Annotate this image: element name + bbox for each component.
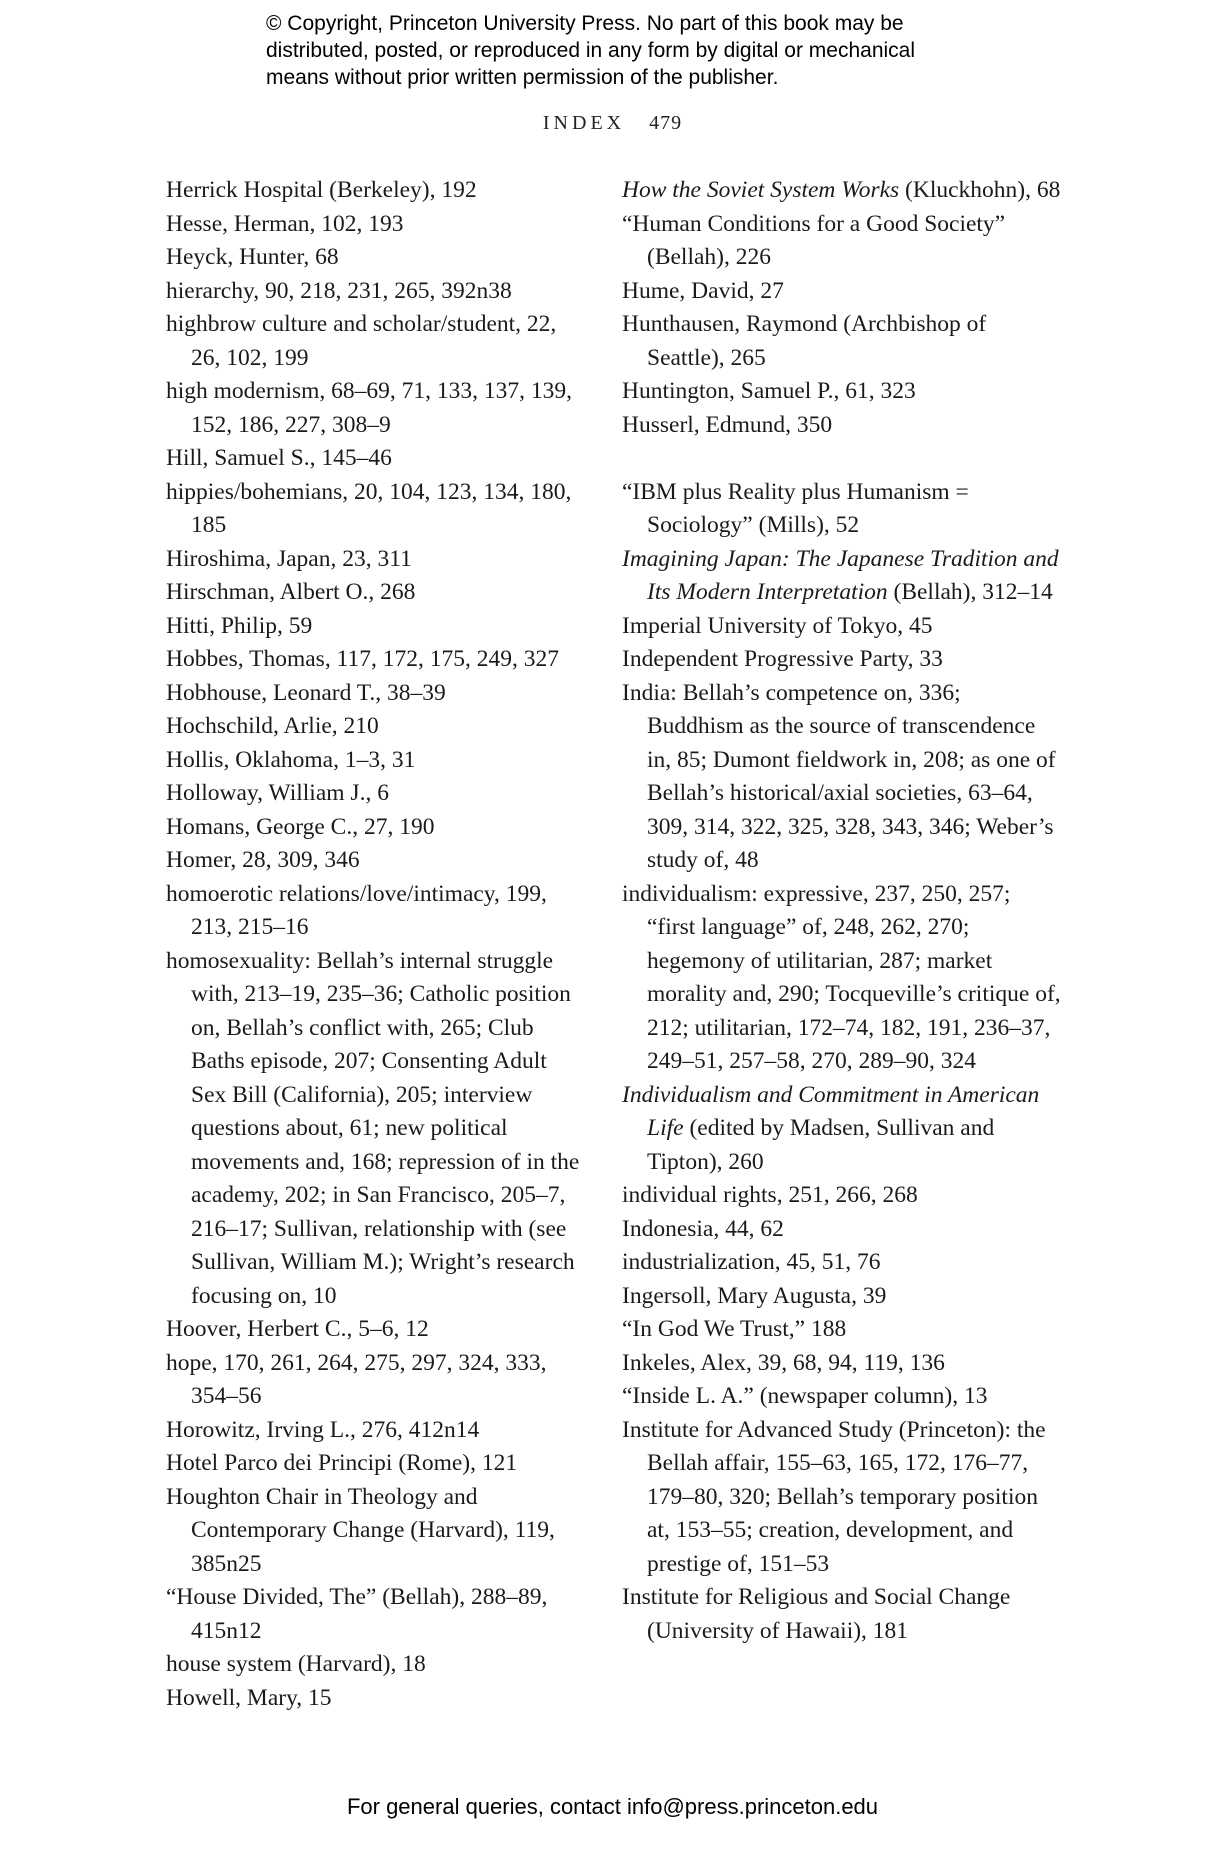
index-entry-text: “In God We Trust,” 188 [622, 1316, 847, 1342]
index-entry-text: “Inside L. A.” (newspaper column), 13 [622, 1383, 988, 1409]
index-entry-text: Inkeles, Alex, 39, 68, 94, 119, 136 [622, 1349, 945, 1376]
index-entry-text: Hoover, Herbert C., 5–6, 12 [166, 1316, 429, 1342]
footer-contact: For general queries, contact info@press.princeton.edu [346, 1794, 879, 1819]
index-entry [622, 643, 1062, 677]
index-entry [166, 1414, 586, 1448]
index-entry [622, 1347, 1062, 1381]
index-entry [622, 1414, 1062, 1582]
index-entry [622, 1280, 1062, 1314]
index-entry [166, 844, 586, 878]
index-entry [622, 677, 1062, 878]
index-entry-text: Imperial University of Tokyo, 45 [622, 612, 933, 639]
index-entry-text: (Kluckhohn), 68 [899, 177, 1061, 203]
index-entry [166, 710, 586, 744]
page-number: 479 [649, 112, 683, 134]
index-entry [166, 1648, 586, 1682]
index-entry-text: Hotel Parco dei Principi (Rome), 121 [166, 1450, 518, 1476]
index-entry-text: Herrick Hospital (Berkeley), 192 [166, 177, 477, 203]
index-entry-text: Hobhouse, Leonard T., 38–39 [166, 679, 446, 706]
copyright-notice: © Copyright, Princeton University Press. No part of this book may be distributed, posted, or reproduced in any form by digital or mechanical means without prior written permission of the publisher. [266, 12, 916, 89]
index-entry-text: Huntington, Samuel P., 61, 323 [622, 378, 916, 404]
index-entry-text: Hume, David, 27 [622, 277, 784, 304]
index-entry [622, 1213, 1062, 1247]
index-entry [166, 1581, 586, 1648]
index-entry [166, 777, 586, 811]
index-entry [622, 308, 1062, 375]
index-entry-text: Hill, Samuel S., 145–46 [166, 445, 392, 471]
index-entry [166, 275, 586, 309]
index-entry [166, 208, 586, 242]
index-entry [166, 442, 586, 476]
index-entry-text: Hochschild, Arlie, 210 [166, 713, 379, 739]
index-entry [622, 208, 1062, 275]
index-entry-text: (edited by Madsen, Sullivan and Tipton), 260 [647, 1115, 995, 1175]
index-entry [622, 1313, 1062, 1347]
index-entry-text: Hollis, Oklahoma, 1–3, 31 [166, 746, 416, 773]
index-entry [166, 811, 586, 845]
index-entry-text: industrialization, 45, 51, 76 [622, 1249, 881, 1275]
index-entry [166, 878, 586, 945]
index-entry [622, 1079, 1062, 1180]
index-entry-text: highbrow culture and scholar/student, 22, 26, 102, 199 [166, 311, 557, 371]
index-column-left [166, 174, 586, 1715]
index-entry-text: Horowitz, Irving L., 276, 412n14 [166, 1416, 480, 1443]
index-entry-text: Homer, 28, 309, 346 [166, 847, 360, 873]
index-entry-text: Indonesia, 44, 62 [622, 1215, 784, 1242]
letter-group-gap [622, 442, 1062, 476]
index-entry [622, 543, 1062, 610]
index-entry [622, 275, 1062, 309]
index-entry [166, 643, 586, 677]
index-entry [166, 576, 586, 610]
index-entry-text: individual rights, 251, 266, 268 [622, 1182, 918, 1208]
index-entry [166, 1682, 586, 1716]
index-entry-text: India: Bellah’s competence on, 336; Buddhism as the source of transcendence in, 85; Dumont fieldwork in, 208; as one of Bellah’s historical/axial societies, 63–64, 309, 314, 322, 325, 328, 343, 346; Weber’s study of, 48 [622, 679, 1056, 873]
index-entry [166, 1313, 586, 1347]
index-entry-text: Institute for Advanced Study (Princeton): the Bellah affair, 155–63, 165, 172, 176–77, 179–80, 320; Bellah’s temporary position at, 153–55; creation, development, and prestige of, 151–53 [622, 1416, 1046, 1577]
index-entry [166, 308, 586, 375]
index-entry-text: Hobbes, Thomas, 117, 172, 175, 249, 327 [166, 646, 559, 672]
index-entry-text: Holloway, William J., 6 [166, 780, 389, 806]
index-entry [166, 945, 586, 1314]
index-entry-text: Hitti, Philip, 59 [166, 612, 313, 639]
index-entry-text: high modernism, 68–69, 71, 133, 137, 139, 152, 186, 227, 308–9 [166, 378, 573, 438]
index-entry-title: Imagining Japan: The Japanese Tradition and Its Modern Interpretation [622, 545, 1059, 605]
index-entry [622, 174, 1062, 208]
index-entry [622, 476, 1062, 543]
index-entry-text: Ingersoll, Mary Augusta, 39 [622, 1282, 887, 1309]
index-entry-text: house system (Harvard), 18 [166, 1651, 426, 1677]
index-entry [166, 174, 586, 208]
running-head-title: INDEX [542, 112, 626, 134]
index-entry-text: “Human Conditions for a Good Society” (Bellah), 226 [622, 210, 1006, 270]
index-entry [166, 241, 586, 275]
index-entry [166, 1447, 586, 1481]
index-entry-text: Hesse, Herman, 102, 193 [166, 210, 404, 237]
index-entry [166, 677, 586, 711]
index-entry [622, 878, 1062, 1079]
index-column-right [622, 174, 1062, 1648]
index-entry-text: hope, 170, 261, 264, 275, 297, 324, 333, 354–56 [166, 1349, 547, 1409]
index-entry [622, 610, 1062, 644]
index-entry [166, 610, 586, 644]
index-entry [166, 744, 586, 778]
index-entry-text: Howell, Mary, 15 [166, 1684, 332, 1711]
index-entry-text: Heyck, Hunter, 68 [166, 244, 339, 270]
index-entry-title: How the Soviet System Works [622, 177, 900, 203]
index-entry-text: homosexuality: Bellah’s internal struggle with, 213–19, 235–36; Catholic position on, Bellah’s conflict with, 265; Club Baths episode, 207; Consenting Adult Sex Bill (California), 205; interview questions about, 61; new political movements and, 168; repression of in the academy, 202; in San Francisco, 205–7, 216–17; Sullivan, relationship with (see Sullivan, William M.); Wright’s research focusing on, 10 [166, 947, 580, 1309]
index-entry [622, 1179, 1062, 1213]
index-entry-text: homoerotic relations/love/intimacy, 199, 213, 215–16 [166, 880, 547, 940]
index-entry [166, 543, 586, 577]
index-entry-title: Individualism and Commitment in American Life [622, 1081, 1040, 1141]
index-entry [166, 375, 586, 442]
index-entry-text: hippies/bohemians, 20, 104, 123, 134, 180, 185 [166, 478, 572, 538]
index-entry [622, 375, 1062, 409]
index-entry [166, 1347, 586, 1414]
index-entry-text: Hirschman, Albert O., 268 [166, 579, 416, 605]
index-entry [166, 476, 586, 543]
index-entry-text: (Bellah), 312–14 [887, 579, 1053, 605]
index-entry-text: “IBM plus Reality plus Humanism = Sociology” (Mills), 52 [622, 478, 969, 538]
running-head [0, 112, 1225, 135]
index-entry-text: Houghton Chair in Theology and Contemporary Change (Harvard), 119, 385n25 [166, 1483, 555, 1577]
index-entry [622, 409, 1062, 443]
index-entry-text: Institute for Religious and Social Change (University of Hawaii), 181 [622, 1584, 1011, 1644]
index-entry-text: Hiroshima, Japan, 23, 311 [166, 545, 412, 572]
index-entry-text: Husserl, Edmund, 350 [622, 411, 833, 438]
index-entry-text: Hunthausen, Raymond (Archbishop of Seattle), 265 [622, 311, 987, 371]
index-entry-text: Homans, George C., 27, 190 [166, 813, 435, 840]
index-entry-text: “House Divided, The” (Bellah), 288–89, 415n12 [166, 1584, 548, 1644]
index-entry-text: individualism: expressive, 237, 250, 257; “first language” of, 248, 262, 270; hegemony of utilitarian, 287; market morality and, 290; Tocqueville’s critique of, 212; utilitarian, 172–74, 182, 191, 236–37, 249–51, 257–58, 270, 289–90, 324 [622, 880, 1061, 1074]
index-entry-text: Independent Progressive Party, 33 [622, 646, 943, 672]
index-entry [166, 1481, 586, 1582]
index-entry-text: hierarchy, 90, 218, 231, 265, 392n38 [166, 277, 512, 304]
index-entry [622, 1246, 1062, 1280]
index-entry [622, 1581, 1062, 1648]
index-entry [622, 1380, 1062, 1414]
